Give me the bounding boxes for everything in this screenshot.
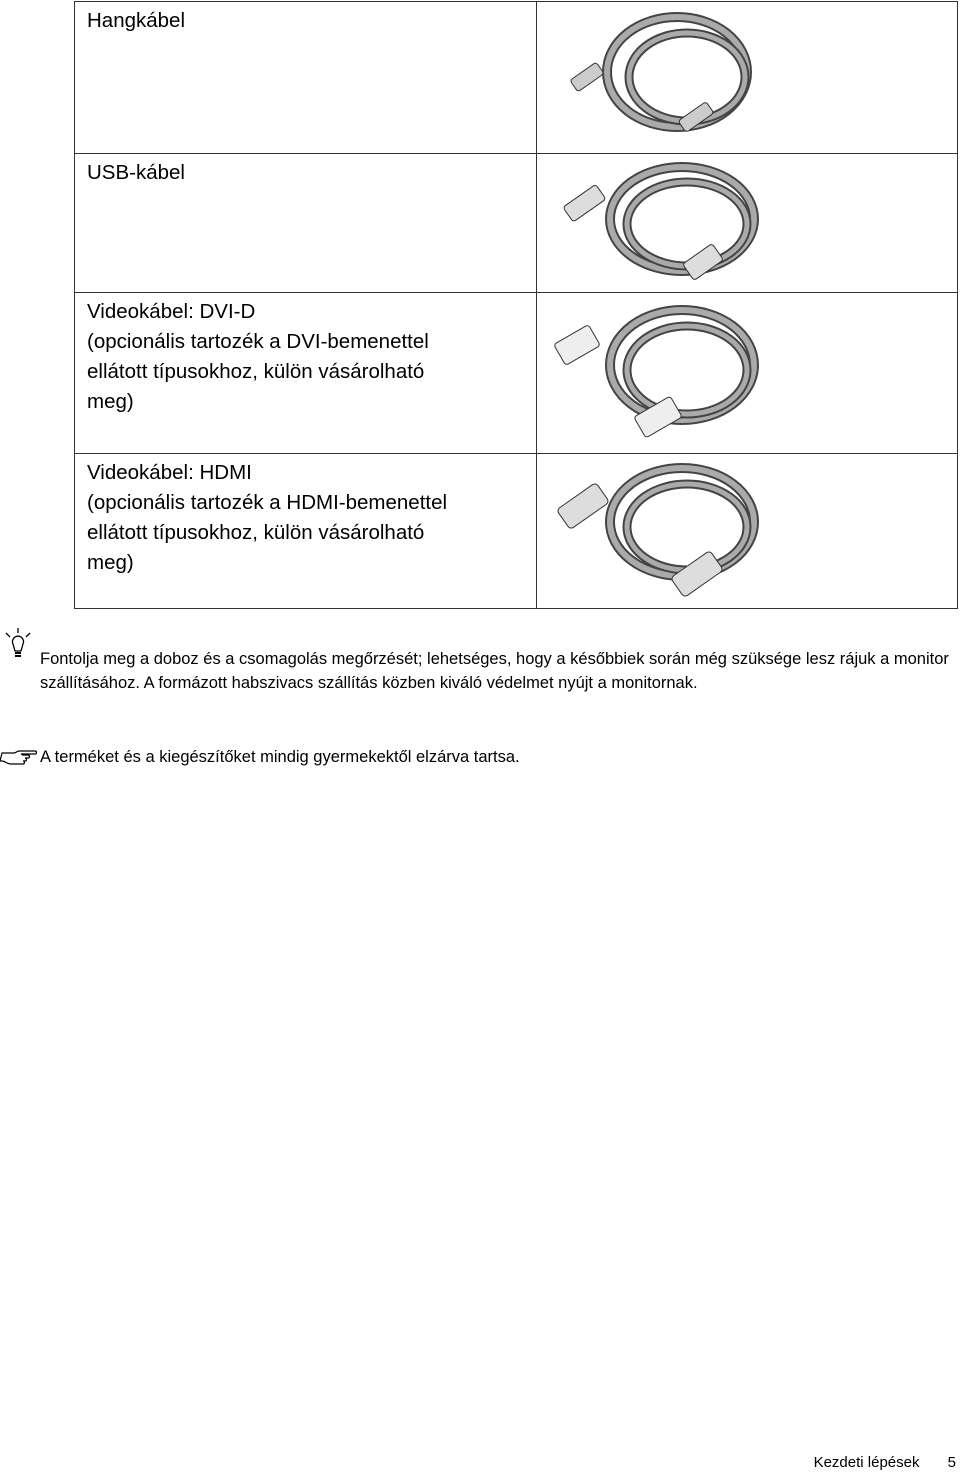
hdmi-cable-icon <box>537 454 958 609</box>
lightbulb-icon <box>4 627 34 661</box>
accessory-label-line: (opcionális tartozék a HDMI-bemenettel <box>87 491 448 514</box>
accessory-row <box>75 2 958 154</box>
accessory-label-line: USB-kábel <box>87 161 185 184</box>
accessory-table <box>74 1 958 609</box>
accessory-label-line: Videokábel: HDMI <box>87 461 252 484</box>
accessory-label <box>75 2 537 154</box>
warning-text: A terméket és a kiegészítőket mindig gyermekektől elzárva tartsa. <box>40 748 520 766</box>
accessory-label-line: Hangkábel <box>87 9 186 32</box>
accessory-label <box>75 454 537 609</box>
dvi-cable-icon <box>537 293 958 454</box>
accessory-row <box>75 154 958 293</box>
accessory-label-line: meg) <box>87 390 134 413</box>
accessory-label <box>75 293 537 454</box>
accessory-label-line: meg) <box>87 551 134 574</box>
accessory-row <box>75 454 958 609</box>
pointing-hand-icon <box>0 745 38 767</box>
tip-note <box>40 647 952 695</box>
usb-cable-icon <box>537 154 958 293</box>
accessory-row <box>75 293 958 454</box>
accessory-label-line: ellátott típusokhoz, külön vásárolható <box>87 360 425 383</box>
accessory-label <box>75 154 537 293</box>
warning-note <box>40 745 520 769</box>
accessory-label-line: (opcionális tartozék a DVI-bemenettel <box>87 330 429 353</box>
page-footer <box>790 1454 956 1471</box>
footer-section: Kezdeti lépések <box>813 1454 920 1471</box>
tip-text: Fontolja meg a doboz és a csomagolás megőrzését; lehetséges, hogy a későbbiek során még szüksége lesz rájuk a monitor szállításához. A formázott habszivacs szállítás közben kiváló védelmet nyújt a monitornak. <box>40 650 949 692</box>
footer-page-number: 5 <box>947 1454 956 1471</box>
audio-cable-icon <box>537 2 958 154</box>
accessory-label-line: Videokábel: DVI-D <box>87 300 256 323</box>
accessory-label-line: ellátott típusokhoz, külön vásárolható <box>87 521 425 544</box>
